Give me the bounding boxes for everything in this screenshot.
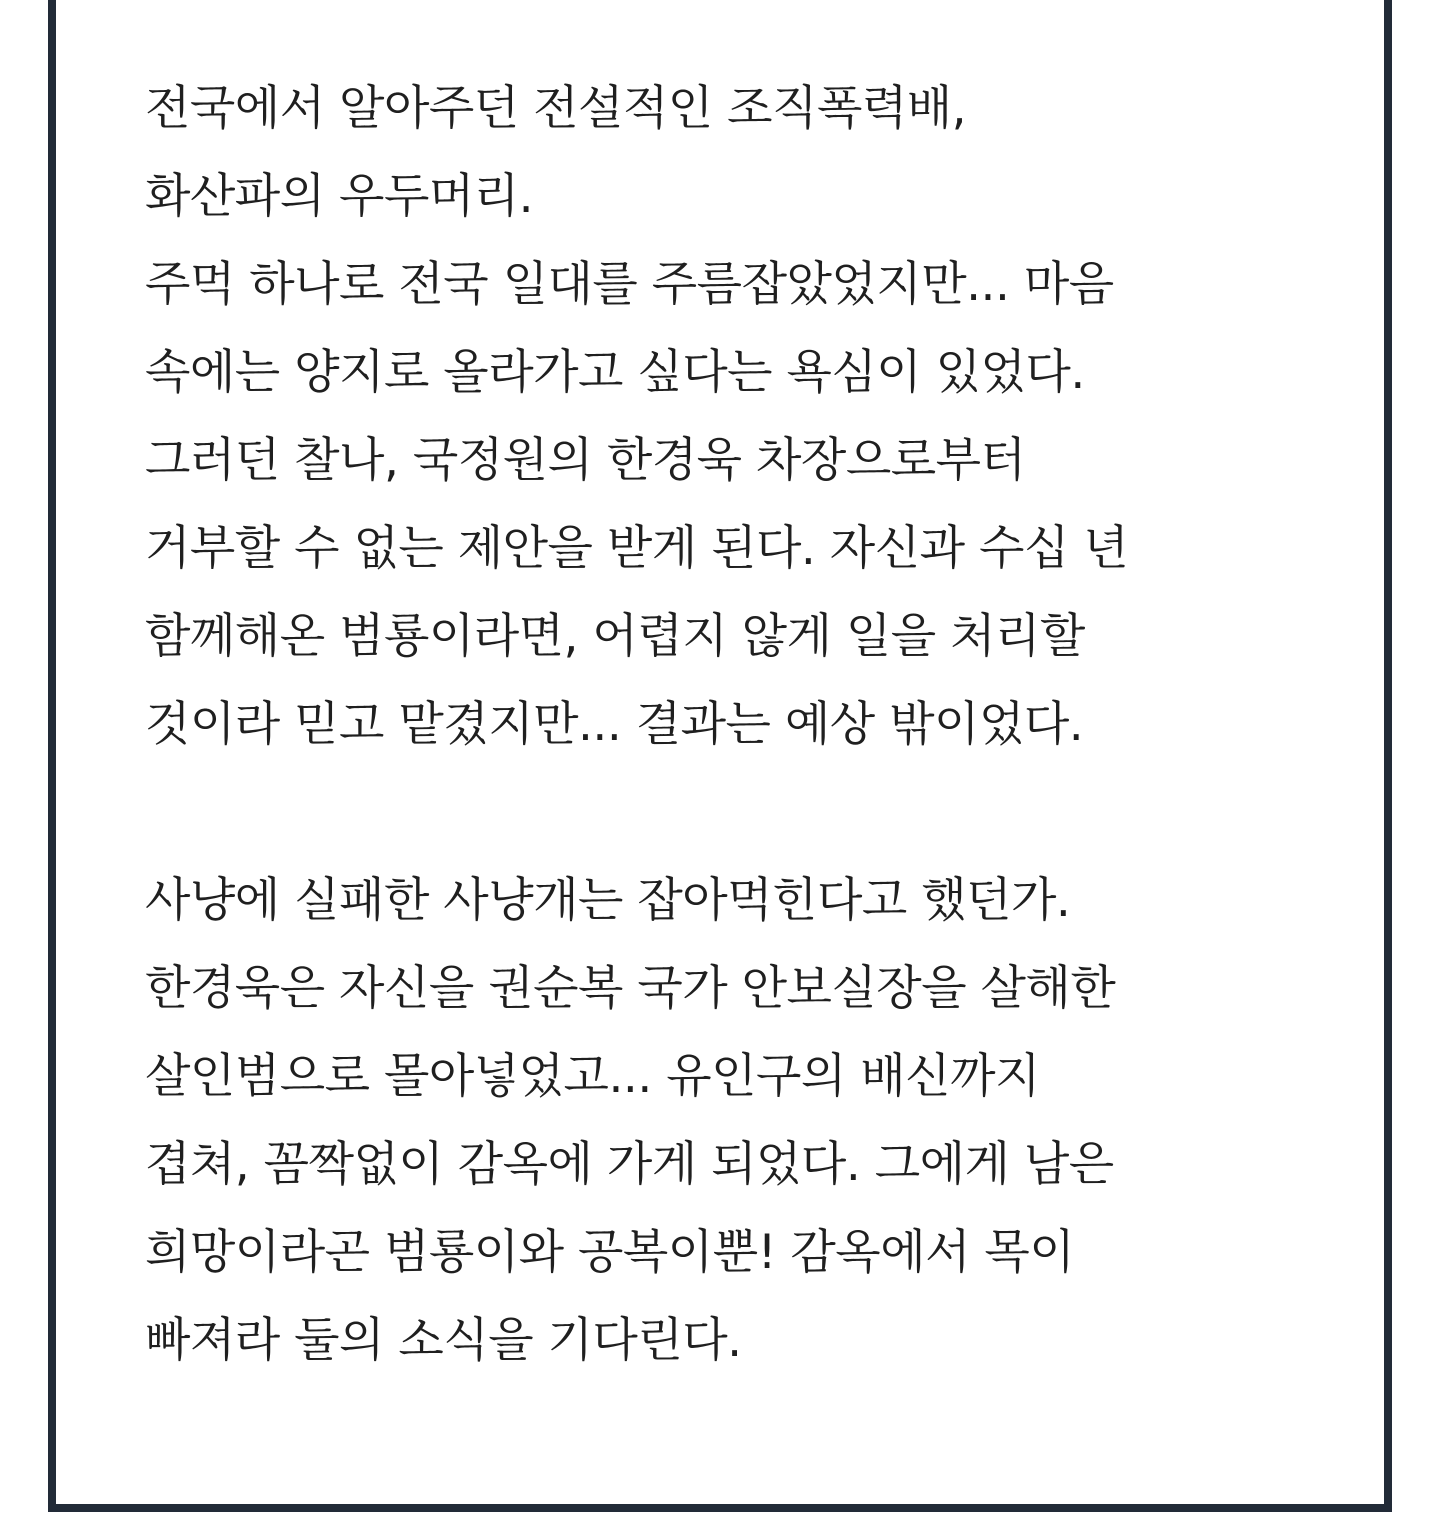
text-line: 화산파의 우두머리.: [145, 169, 534, 224]
text-line: 살인범으로 몰아넣었고... 유인구의 배신까지: [145, 1049, 1040, 1104]
text-line: 희망이라곤 범룡이와 공복이뿐! 감옥에서 목이: [145, 1225, 1075, 1280]
story-text: [145, 65, 1335, 1385]
story-card: [48, 0, 1392, 1512]
paragraph-2: [145, 857, 1335, 1385]
text-line: 그러던 찰나, 국정원의 한경욱 차장으로부터: [145, 433, 1026, 488]
text-line: 함께해온 범룡이라면, 어렵지 않게 일을 처리할: [145, 609, 1085, 664]
text-line: 주먹 하나로 전국 일대를 주름잡았었지만... 마음: [145, 257, 1114, 312]
text-line: 빠져라 둘의 소식을 기다린다.: [145, 1313, 742, 1368]
text-line: 속에는 양지로 올라가고 싶다는 욕심이 있었다.: [145, 345, 1085, 400]
text-line: 것이라 믿고 맡겼지만... 결과는 예상 밖이었다.: [145, 697, 1084, 752]
text-line: 전국에서 알아주던 전설적인 조직폭력배,: [145, 81, 967, 136]
text-line: 사냥에 실패한 사냥개는 잡아먹힌다고 했던가.: [145, 873, 1071, 928]
text-line: 거부할 수 없는 제안을 받게 된다. 자신과 수십 년: [145, 521, 1129, 576]
paragraph-1: [145, 65, 1335, 769]
text-line: 겹쳐, 꼼짝없이 감옥에 가게 되었다. 그에게 남은: [145, 1137, 1114, 1192]
paragraph-spacer: [145, 769, 1335, 857]
text-line: 한경욱은 자신을 권순복 국가 안보실장을 살해한: [145, 961, 1116, 1016]
